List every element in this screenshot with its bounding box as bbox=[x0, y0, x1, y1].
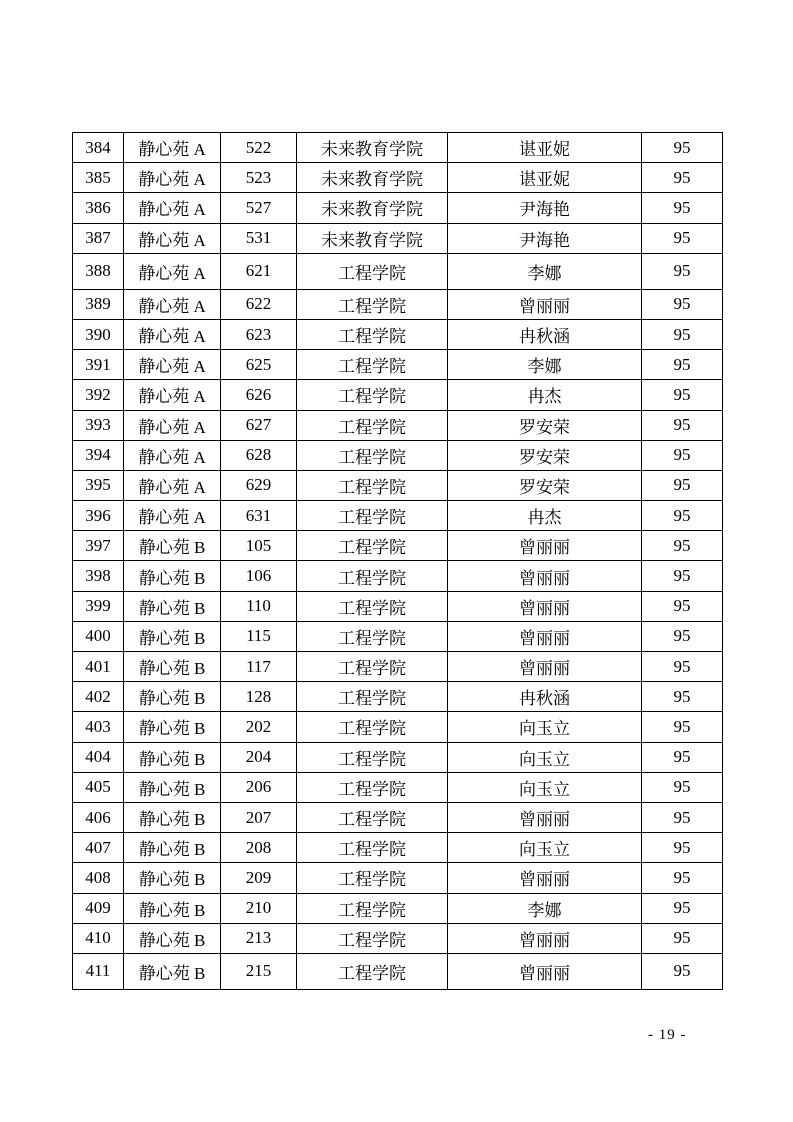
room-number-cell: 202 bbox=[221, 712, 297, 742]
room-number-cell: 629 bbox=[221, 470, 297, 500]
table-row bbox=[73, 802, 723, 832]
college-cell: 工程学院 bbox=[297, 923, 448, 953]
college-cell: 工程学院 bbox=[297, 410, 448, 440]
person-in-charge-cell: 尹海艳 bbox=[448, 193, 642, 223]
person-in-charge-cell: 曾丽丽 bbox=[448, 621, 642, 651]
row-number-cell: 407 bbox=[73, 833, 124, 863]
building-cell: 静心苑 A bbox=[124, 163, 221, 193]
person-in-charge-cell: 向玉立 bbox=[448, 742, 642, 772]
room-number-cell: 622 bbox=[221, 289, 297, 319]
person-in-charge-cell: 谌亚妮 bbox=[448, 163, 642, 193]
college-cell: 工程学院 bbox=[297, 863, 448, 893]
person-in-charge-cell: 曾丽丽 bbox=[448, 652, 642, 682]
score-cell: 95 bbox=[642, 561, 723, 591]
row-number-cell: 389 bbox=[73, 289, 124, 319]
score-cell: 95 bbox=[642, 682, 723, 712]
room-number-cell: 106 bbox=[221, 561, 297, 591]
college-cell: 工程学院 bbox=[297, 253, 448, 289]
room-number-cell: 208 bbox=[221, 833, 297, 863]
score-cell: 95 bbox=[642, 591, 723, 621]
college-cell: 工程学院 bbox=[297, 289, 448, 319]
row-number-cell: 391 bbox=[73, 350, 124, 380]
building-cell: 静心苑 A bbox=[124, 410, 221, 440]
person-in-charge-cell: 曾丽丽 bbox=[448, 953, 642, 989]
college-cell: 工程学院 bbox=[297, 440, 448, 470]
room-number-cell: 215 bbox=[221, 953, 297, 989]
table-row bbox=[73, 133, 723, 163]
college-cell: 工程学院 bbox=[297, 470, 448, 500]
table-row bbox=[73, 591, 723, 621]
score-cell: 95 bbox=[642, 253, 723, 289]
building-cell: 静心苑 B bbox=[124, 712, 221, 742]
college-cell: 工程学院 bbox=[297, 712, 448, 742]
building-cell: 静心苑 B bbox=[124, 591, 221, 621]
person-in-charge-cell: 谌亚妮 bbox=[448, 133, 642, 163]
score-cell: 95 bbox=[642, 652, 723, 682]
room-number-cell: 628 bbox=[221, 440, 297, 470]
person-in-charge-cell: 冉秋涵 bbox=[448, 682, 642, 712]
room-number-cell: 117 bbox=[221, 652, 297, 682]
room-number-cell: 210 bbox=[221, 893, 297, 923]
person-in-charge-cell: 曾丽丽 bbox=[448, 863, 642, 893]
row-number-cell: 385 bbox=[73, 163, 124, 193]
person-in-charge-cell: 向玉立 bbox=[448, 772, 642, 802]
building-cell: 静心苑 B bbox=[124, 923, 221, 953]
room-number-cell: 105 bbox=[221, 531, 297, 561]
room-number-cell: 206 bbox=[221, 772, 297, 802]
person-in-charge-cell: 罗安荣 bbox=[448, 440, 642, 470]
room-number-cell: 623 bbox=[221, 319, 297, 349]
table-row bbox=[73, 193, 723, 223]
score-cell: 95 bbox=[642, 893, 723, 923]
row-number-cell: 387 bbox=[73, 223, 124, 253]
person-in-charge-cell: 冉杰 bbox=[448, 380, 642, 410]
building-cell: 静心苑 B bbox=[124, 682, 221, 712]
building-cell: 静心苑 B bbox=[124, 893, 221, 923]
college-cell: 工程学院 bbox=[297, 742, 448, 772]
table-row bbox=[73, 223, 723, 253]
person-in-charge-cell: 曾丽丽 bbox=[448, 591, 642, 621]
person-in-charge-cell: 曾丽丽 bbox=[448, 923, 642, 953]
dormitory-score-table bbox=[72, 132, 723, 990]
row-number-cell: 397 bbox=[73, 531, 124, 561]
college-cell: 工程学院 bbox=[297, 652, 448, 682]
college-cell: 工程学院 bbox=[297, 682, 448, 712]
room-number-cell: 625 bbox=[221, 350, 297, 380]
score-cell: 95 bbox=[642, 923, 723, 953]
room-number-cell: 207 bbox=[221, 802, 297, 832]
dormitory-score-table-container bbox=[72, 132, 723, 990]
room-number-cell: 115 bbox=[221, 621, 297, 651]
building-cell: 静心苑 A bbox=[124, 440, 221, 470]
person-in-charge-cell: 向玉立 bbox=[448, 833, 642, 863]
row-number-cell: 400 bbox=[73, 621, 124, 651]
row-number-cell: 408 bbox=[73, 863, 124, 893]
room-number-cell: 531 bbox=[221, 223, 297, 253]
building-cell: 静心苑 B bbox=[124, 863, 221, 893]
page-number: - 19 - bbox=[648, 1027, 687, 1043]
row-number-cell: 402 bbox=[73, 682, 124, 712]
row-number-cell: 401 bbox=[73, 652, 124, 682]
building-cell: 静心苑 A bbox=[124, 319, 221, 349]
score-cell: 95 bbox=[642, 863, 723, 893]
row-number-cell: 386 bbox=[73, 193, 124, 223]
table-row bbox=[73, 440, 723, 470]
score-cell: 95 bbox=[642, 470, 723, 500]
row-number-cell: 392 bbox=[73, 380, 124, 410]
room-number-cell: 110 bbox=[221, 591, 297, 621]
college-cell: 工程学院 bbox=[297, 621, 448, 651]
score-cell: 95 bbox=[642, 350, 723, 380]
college-cell: 工程学院 bbox=[297, 591, 448, 621]
building-cell: 静心苑 A bbox=[124, 501, 221, 531]
table-row bbox=[73, 953, 723, 989]
table-row bbox=[73, 380, 723, 410]
person-in-charge-cell: 曾丽丽 bbox=[448, 802, 642, 832]
score-cell: 95 bbox=[642, 501, 723, 531]
building-cell: 静心苑 B bbox=[124, 742, 221, 772]
building-cell: 静心苑 A bbox=[124, 193, 221, 223]
score-cell: 95 bbox=[642, 440, 723, 470]
room-number-cell: 523 bbox=[221, 163, 297, 193]
college-cell: 工程学院 bbox=[297, 772, 448, 802]
room-number-cell: 631 bbox=[221, 501, 297, 531]
score-cell: 95 bbox=[642, 772, 723, 802]
table-row bbox=[73, 289, 723, 319]
person-in-charge-cell: 曾丽丽 bbox=[448, 289, 642, 319]
college-cell: 未来教育学院 bbox=[297, 133, 448, 163]
row-number-cell: 393 bbox=[73, 410, 124, 440]
building-cell: 静心苑 A bbox=[124, 470, 221, 500]
person-in-charge-cell: 李娜 bbox=[448, 893, 642, 923]
table-row bbox=[73, 923, 723, 953]
table-row bbox=[73, 621, 723, 651]
score-cell: 95 bbox=[642, 380, 723, 410]
person-in-charge-cell: 李娜 bbox=[448, 253, 642, 289]
person-in-charge-cell: 曾丽丽 bbox=[448, 531, 642, 561]
score-cell: 95 bbox=[642, 742, 723, 772]
table-row bbox=[73, 350, 723, 380]
table-row bbox=[73, 863, 723, 893]
score-cell: 95 bbox=[642, 621, 723, 651]
building-cell: 静心苑 A bbox=[124, 350, 221, 380]
row-number-cell: 398 bbox=[73, 561, 124, 591]
table-row bbox=[73, 470, 723, 500]
row-number-cell: 409 bbox=[73, 893, 124, 923]
building-cell: 静心苑 A bbox=[124, 289, 221, 319]
score-cell: 95 bbox=[642, 163, 723, 193]
score-cell: 95 bbox=[642, 802, 723, 832]
row-number-cell: 406 bbox=[73, 802, 124, 832]
table-row bbox=[73, 833, 723, 863]
college-cell: 工程学院 bbox=[297, 953, 448, 989]
person-in-charge-cell: 罗安荣 bbox=[448, 410, 642, 440]
row-number-cell: 388 bbox=[73, 253, 124, 289]
college-cell: 工程学院 bbox=[297, 561, 448, 591]
table-row bbox=[73, 253, 723, 289]
person-in-charge-cell: 冉杰 bbox=[448, 501, 642, 531]
person-in-charge-cell: 尹海艳 bbox=[448, 223, 642, 253]
building-cell: 静心苑 B bbox=[124, 531, 221, 561]
room-number-cell: 621 bbox=[221, 253, 297, 289]
score-cell: 95 bbox=[642, 319, 723, 349]
room-number-cell: 627 bbox=[221, 410, 297, 440]
score-cell: 95 bbox=[642, 289, 723, 319]
room-number-cell: 204 bbox=[221, 742, 297, 772]
table-row bbox=[73, 772, 723, 802]
college-cell: 工程学院 bbox=[297, 380, 448, 410]
room-number-cell: 522 bbox=[221, 133, 297, 163]
table-row bbox=[73, 163, 723, 193]
row-number-cell: 405 bbox=[73, 772, 124, 802]
college-cell: 工程学院 bbox=[297, 802, 448, 832]
college-cell: 未来教育学院 bbox=[297, 223, 448, 253]
building-cell: 静心苑 A bbox=[124, 380, 221, 410]
row-number-cell: 411 bbox=[73, 953, 124, 989]
room-number-cell: 213 bbox=[221, 923, 297, 953]
college-cell: 工程学院 bbox=[297, 833, 448, 863]
room-number-cell: 527 bbox=[221, 193, 297, 223]
table-row bbox=[73, 501, 723, 531]
table-row bbox=[73, 319, 723, 349]
row-number-cell: 395 bbox=[73, 470, 124, 500]
score-cell: 95 bbox=[642, 133, 723, 163]
college-cell: 工程学院 bbox=[297, 319, 448, 349]
table-row bbox=[73, 893, 723, 923]
building-cell: 静心苑 A bbox=[124, 133, 221, 163]
score-cell: 95 bbox=[642, 410, 723, 440]
table-row bbox=[73, 682, 723, 712]
table-row bbox=[73, 742, 723, 772]
building-cell: 静心苑 B bbox=[124, 652, 221, 682]
score-cell: 95 bbox=[642, 712, 723, 742]
building-cell: 静心苑 B bbox=[124, 561, 221, 591]
row-number-cell: 394 bbox=[73, 440, 124, 470]
room-number-cell: 209 bbox=[221, 863, 297, 893]
person-in-charge-cell: 向玉立 bbox=[448, 712, 642, 742]
college-cell: 工程学院 bbox=[297, 350, 448, 380]
score-cell: 95 bbox=[642, 531, 723, 561]
room-number-cell: 128 bbox=[221, 682, 297, 712]
score-cell: 95 bbox=[642, 953, 723, 989]
building-cell: 静心苑 B bbox=[124, 953, 221, 989]
college-cell: 工程学院 bbox=[297, 531, 448, 561]
row-number-cell: 396 bbox=[73, 501, 124, 531]
person-in-charge-cell: 李娜 bbox=[448, 350, 642, 380]
row-number-cell: 384 bbox=[73, 133, 124, 163]
building-cell: 静心苑 B bbox=[124, 621, 221, 651]
college-cell: 未来教育学院 bbox=[297, 193, 448, 223]
person-in-charge-cell: 冉秋涵 bbox=[448, 319, 642, 349]
row-number-cell: 403 bbox=[73, 712, 124, 742]
building-cell: 静心苑 B bbox=[124, 833, 221, 863]
row-number-cell: 390 bbox=[73, 319, 124, 349]
table-row bbox=[73, 531, 723, 561]
building-cell: 静心苑 A bbox=[124, 223, 221, 253]
room-number-cell: 626 bbox=[221, 380, 297, 410]
row-number-cell: 399 bbox=[73, 591, 124, 621]
college-cell: 工程学院 bbox=[297, 893, 448, 923]
score-cell: 95 bbox=[642, 223, 723, 253]
table-body bbox=[73, 133, 723, 990]
score-cell: 95 bbox=[642, 193, 723, 223]
table-row bbox=[73, 561, 723, 591]
table-row bbox=[73, 410, 723, 440]
table-row bbox=[73, 652, 723, 682]
row-number-cell: 404 bbox=[73, 742, 124, 772]
college-cell: 工程学院 bbox=[297, 501, 448, 531]
person-in-charge-cell: 罗安荣 bbox=[448, 470, 642, 500]
row-number-cell: 410 bbox=[73, 923, 124, 953]
college-cell: 未来教育学院 bbox=[297, 163, 448, 193]
building-cell: 静心苑 B bbox=[124, 802, 221, 832]
building-cell: 静心苑 A bbox=[124, 253, 221, 289]
person-in-charge-cell: 曾丽丽 bbox=[448, 561, 642, 591]
building-cell: 静心苑 B bbox=[124, 772, 221, 802]
score-cell: 95 bbox=[642, 833, 723, 863]
table-row bbox=[73, 712, 723, 742]
